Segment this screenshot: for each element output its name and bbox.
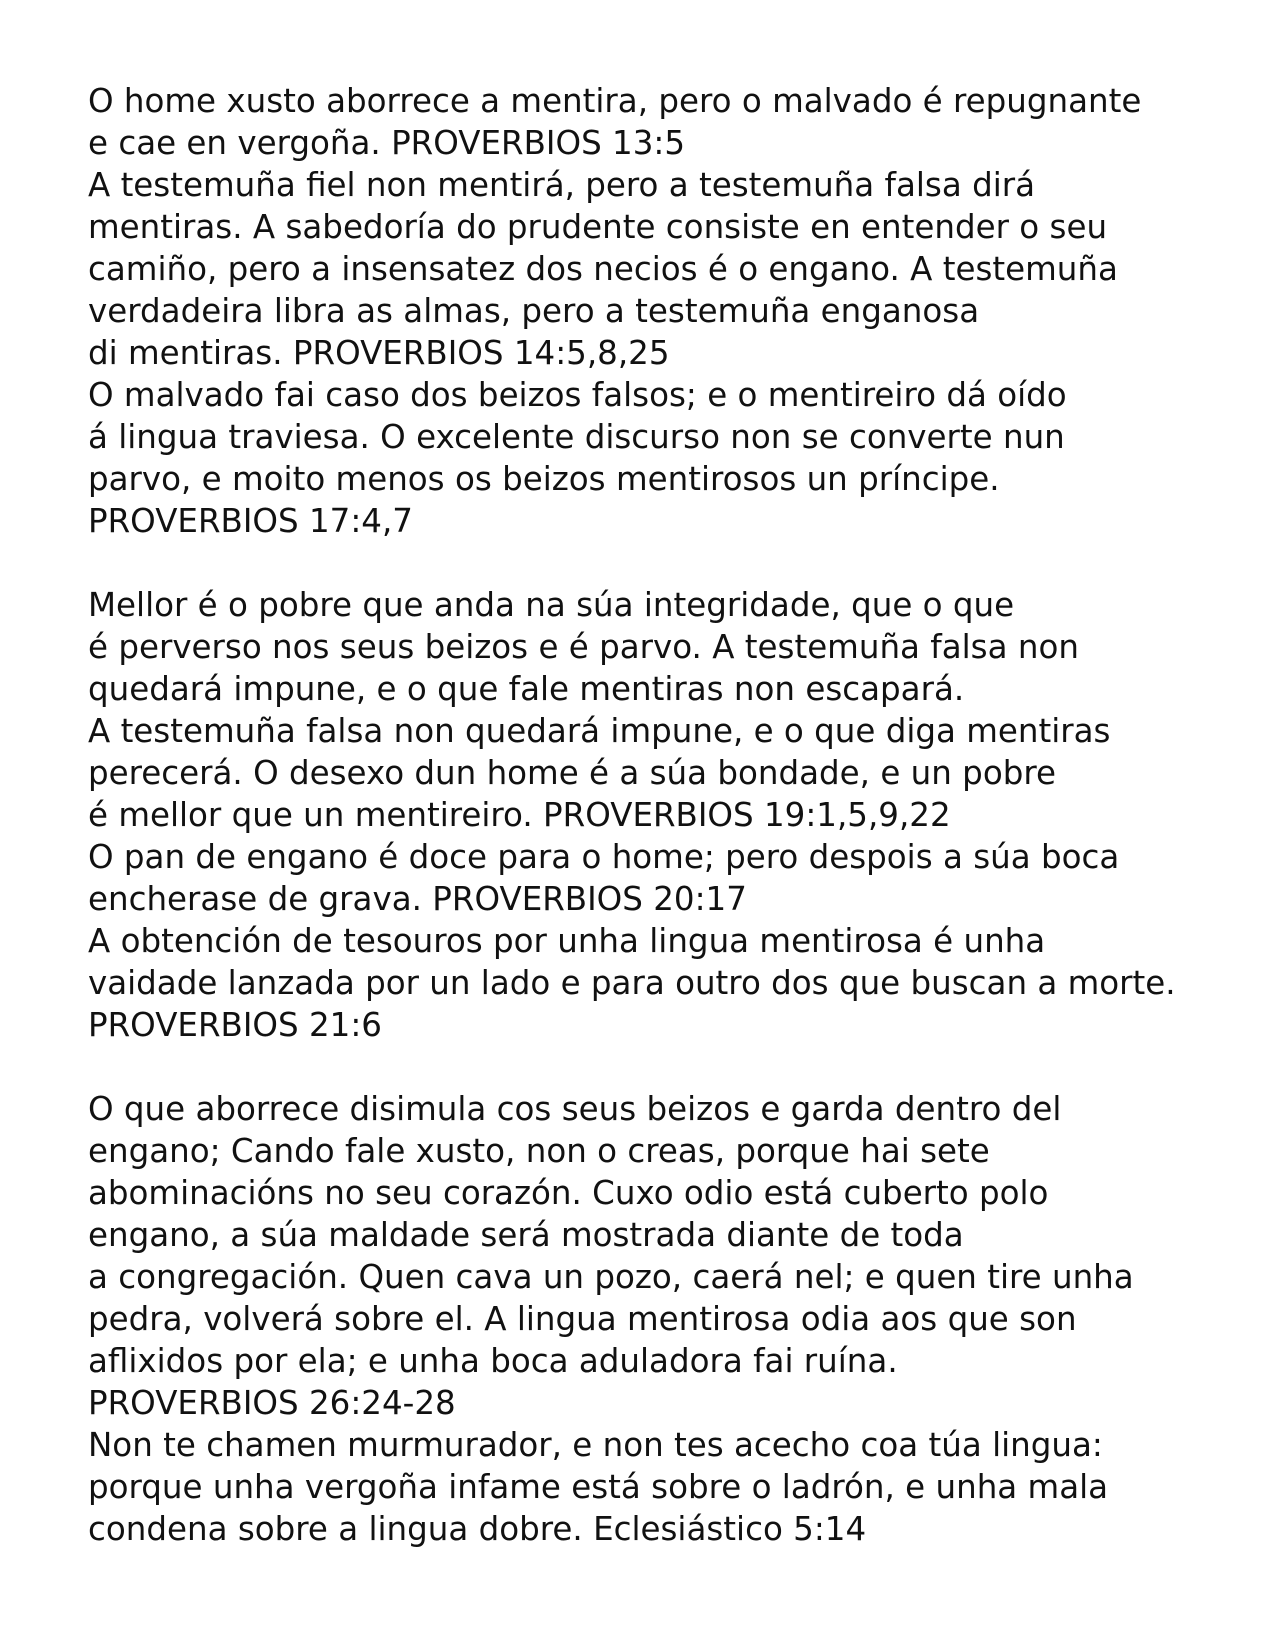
text-line: engano; Cando fale xusto, non o creas, porque hai sete [88, 1132, 990, 1170]
text-line: Mellor é o pobre que anda na súa integridade, que o que [88, 586, 1015, 624]
text-line: pedra, volverá sobre el. A lingua mentirosa odia aos que son [88, 1300, 1077, 1338]
text-line: Non te chamen murmurador, e non tes acecho coa túa lingua: [88, 1426, 1103, 1464]
text-line: quedará impune, e o que fale mentiras non escapará. [88, 670, 965, 708]
text-line: engano, a súa maldade será mostrada diante de toda [88, 1216, 964, 1254]
text-line: PROVERBIOS 17:4,7 [88, 502, 413, 540]
blank-line [88, 1046, 1268, 1088]
text-line: parvo, e moito menos os beizos mentirosos un príncipe. [88, 460, 1000, 498]
text-line: A testemuña fiel non mentirá, pero a testemuña falsa dirá [88, 166, 1036, 204]
text-line: aflixidos por ela; e unha boca aduladora fai ruína. [88, 1342, 898, 1380]
text-line: di mentiras. PROVERBIOS 14:5,8,25 [88, 334, 670, 372]
text-line: condena sobre a lingua dobre. Eclesiástico 5:14 [88, 1510, 867, 1548]
text-line: O pan de engano é doce para o home; pero despois a súa boca [88, 838, 1120, 876]
text-line: e cae en vergoña. PROVERBIOS 13:5 [88, 124, 686, 162]
text-line: a congregación. Quen cava un pozo, caerá nel; e quen tire unha [88, 1258, 1134, 1296]
text-line: é perverso nos seus beizos e é parvo. A testemuña falsa non [88, 628, 1079, 666]
text-line: mentiras. A sabedoría do prudente consiste en entender o seu [88, 208, 1108, 246]
text-line: O malvado fai caso dos beizos falsos; e o mentireiro dá oído [88, 376, 1067, 414]
text-line: verdadeira libra as almas, pero a testemuña enganosa [88, 292, 980, 330]
blank-line [88, 542, 1268, 584]
document-page [88, 80, 1268, 1550]
text-line: O que aborrece disimula cos seus beizos e garda dentro del [88, 1090, 1062, 1128]
text-line: é mellor que un mentireiro. PROVERBIOS 19:1,5,9,22 [88, 796, 951, 834]
text-line: vaidade lanzada por un lado e para outro dos que buscan a morte. [88, 964, 1176, 1002]
text-line: porque unha vergoña infame está sobre o ladrón, e unha mala [88, 1468, 1109, 1506]
text-line: abominacións no seu corazón. Cuxo odio está cuberto polo [88, 1174, 1049, 1212]
text-line: encherase de grava. PROVERBIOS 20:17 [88, 880, 747, 918]
text-line: á lingua traviesa. O excelente discurso non se converte nun [88, 418, 1065, 456]
text-line: PROVERBIOS 21:6 [88, 1006, 382, 1044]
text-line: perecerá. O desexo dun home é a súa bondade, e un pobre [88, 754, 1056, 792]
text-line: A obtención de tesouros por unha lingua mentirosa é unha [88, 922, 1046, 960]
text-line: PROVERBIOS 26:24-28 [88, 1384, 456, 1422]
text-line: camiño, pero a insensatez dos necios é o engano. A testemuña [88, 250, 1118, 288]
text-line: O home xusto aborrece a mentira, pero o malvado é repugnante [88, 82, 1142, 120]
text-line: A testemuña falsa non quedará impune, e o que diga mentiras [88, 712, 1111, 750]
